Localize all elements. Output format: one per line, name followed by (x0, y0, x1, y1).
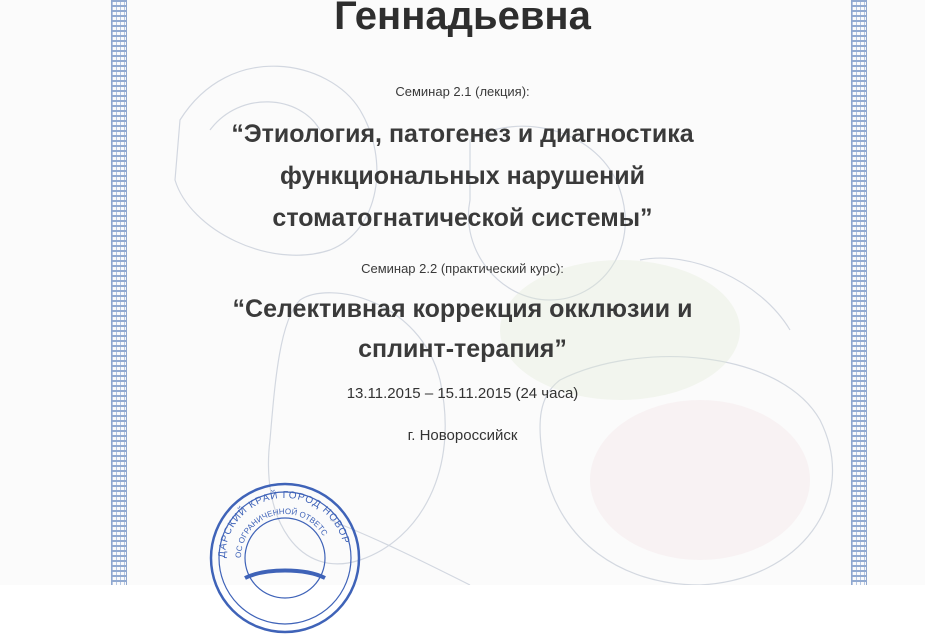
seminar-1-label: Семинар 2.1 (лекция): (395, 84, 530, 99)
official-stamp (205, 478, 365, 638)
svg-text:ОС ОГРАНИЧЕННОЙ ОТВЕТС: ОС ОГРАНИЧЕННОЙ ОТВЕТС (233, 506, 330, 559)
course-city: г. Новороссийск (407, 427, 518, 444)
seminar-1-title-line-2: функциональных нарушений (279, 162, 646, 190)
seminar-2-title-line-1: “Селективная коррекция окклюзии и (232, 295, 693, 323)
seminar-1-title-line-3: стоматогнатической системы” (272, 204, 653, 232)
course-dates: 13.11.2015 – 15.11.2015 (24 часа) (346, 385, 579, 402)
recipient-patronymic: Геннадьевна (334, 0, 591, 38)
svg-text:ДАРСКИЙ КРАЙ ГОРОД НОВОР: ДАРСКИЙ КРАЙ ГОРОД НОВОР (216, 489, 352, 559)
seminar-2-label: Семинар 2.2 (практический курс): (361, 261, 564, 276)
seminar-2-title-line-2: сплинт-терапия” (358, 335, 567, 363)
seminar-1-title-line-1: “Этиология, патогенез и диагностика (231, 120, 694, 148)
